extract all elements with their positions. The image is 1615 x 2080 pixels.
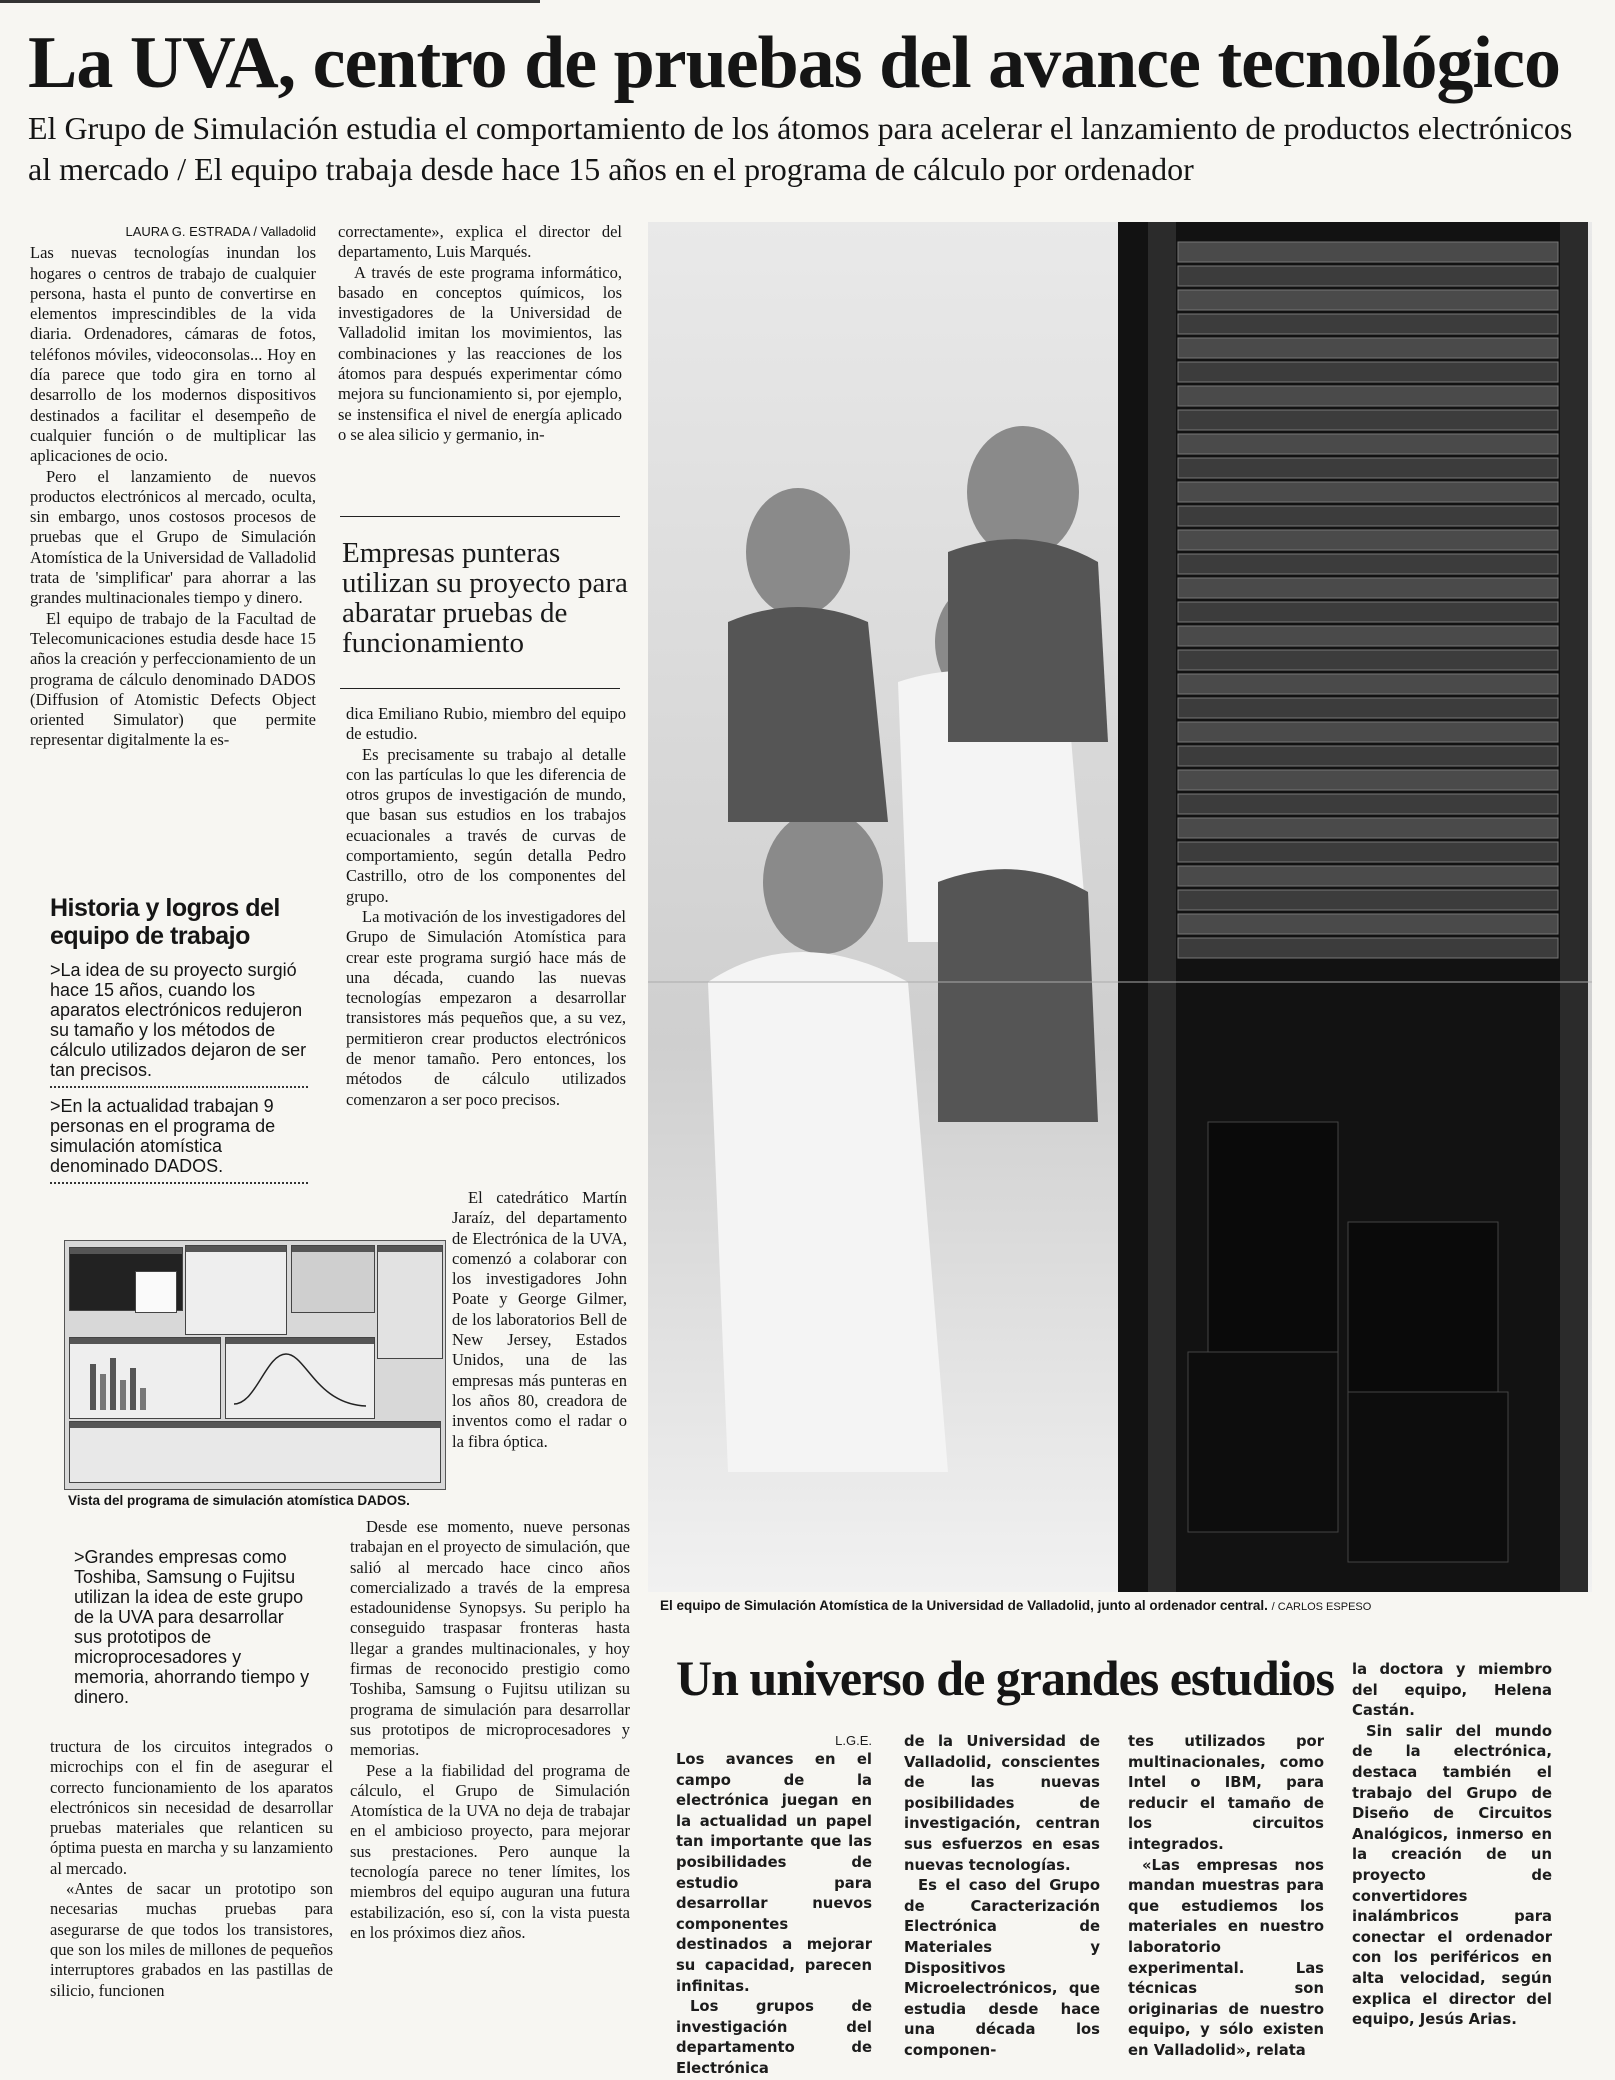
article-column-2-middle	[346, 704, 626, 1110]
server-unit	[1178, 914, 1558, 934]
server-unit	[1178, 338, 1558, 358]
server-unit	[1178, 458, 1558, 478]
screenshot-window	[135, 1271, 177, 1313]
sidebar-title: Historia y logros del equipo de trabajo	[50, 894, 280, 950]
server-unit	[1178, 530, 1558, 550]
second-story-column-d	[1352, 1660, 1552, 2031]
pullquote-rule	[340, 516, 620, 517]
server-unit	[1178, 410, 1558, 430]
byline: LAURA G. ESTRADA / Valladolid	[125, 224, 316, 239]
paragraph: «Las empresas nos mandan muestras para que estudiemos los materiales en nuestro laboratorio experimental. Las técnicas son originarias de nuestro equipo, y sólo existen en Valladolid», relata	[1128, 1856, 1324, 2059]
server-unit	[1178, 746, 1558, 766]
second-story-column-a	[676, 1732, 872, 2080]
software-screenshot	[64, 1240, 446, 1490]
server-unit	[1178, 770, 1558, 790]
photo-illustration	[648, 222, 1592, 1592]
paragraph: la doctora y miembro del equipo, Helena Castán.	[1352, 1661, 1552, 1720]
photo-caption	[660, 1598, 1560, 1613]
server-unit	[1178, 602, 1558, 622]
screenshot-window	[69, 1337, 221, 1419]
paragraph: Sin salir del mundo de la electrónica, destaca también el trabajo del Grupo de Diseño de Circuitos Analógicos, inmerso en la creación de un proyecto de convertidores inalámbricos para conectar el ordenador con los periféricos en alta velocidad, según explica el director del equipo, Jesús Arias.	[1352, 1722, 1552, 2029]
article-column-1	[30, 222, 316, 751]
screenshot-window	[377, 1245, 443, 1359]
server-unit	[1178, 362, 1558, 382]
server-unit	[1178, 266, 1558, 286]
server-unit	[1178, 506, 1558, 526]
second-story-headline: Un universo de grandes estudios	[676, 1650, 1334, 1706]
curve-thumbnail	[226, 1344, 372, 1416]
photo-credit: / CARLOS ESPESO	[1271, 1601, 1372, 1613]
paragraph: Pese a la fiabilidad del programa de cálculo, el Grupo de Simulación Atomística de la UVA no deja de trabajar en el ambicioso proyecto, para mejorar sus prestaciones. Pero aunque la tecnología parece no tener límites, los miembros del equipo auguran una futura estabilización, eso sí, con la vista puesta en los próximos diez años.	[350, 1760, 630, 1942]
paragraph: El equipo de trabajo de la Facultad de Telecomunicaciones estudia desde hace 15 años la creación y perfeccionamiento de un programa de cálculo denominado DADOS (Diffusion of Atomistic Defects Object oriented Simulator) que permite representar digitalmente la es-	[30, 608, 316, 750]
sidebar-item-text: >Grandes empresas como Toshiba, Samsung o Fujitsu utilizan la idea de este grupo de la UVA para desarrollar sus prototipos de microprocesadores y memoria, ahorrando tiempo y dinero.	[74, 1547, 310, 1707]
paragraph: La motivación de los investigadores del Grupo de Simulación Atomística para crear este programa surgió hace más de una década, cuando las nuevas tecnologías empezaron a desarrollar transistores más pequeños que, a su vez, permitieron crear productos electrónicos de menor tamaño. Pero entonces, los métodos de cálculo utilizados comenzaron a ser poco precisos.	[346, 906, 626, 1109]
figure-caption: Vista del programa de simulación atomística DADOS.	[68, 1493, 410, 1508]
server-unit	[1178, 290, 1558, 310]
server-unit	[1178, 554, 1558, 574]
server-unit	[1178, 242, 1558, 262]
sidebar-item-text: >En la actualidad trabajan 9 personas en el programa de simulación atomística denominado DADOS.	[50, 1096, 276, 1176]
server-unit	[1178, 722, 1558, 742]
screenshot-window	[225, 1337, 375, 1419]
server-unit	[1178, 866, 1558, 886]
paragraph: A través de este programa informático, basado en conceptos químicos, los investigadores de la Universidad de Valladolid imitan los movimientos, las combinaciones y las reacciones de los átomos para después experimentar cómo mejora su funcionamiento si, por ejemplo, se instensifica el nivel de energía aplicado o se alea silicio y germanio, in-	[338, 262, 622, 444]
server-unit	[1178, 578, 1558, 598]
paragraph: Los grupos de investigación del departamento de Electrónica	[676, 1998, 872, 2077]
server-unit	[1178, 794, 1558, 814]
paragraph: correctamente», explica el director del departamento, Luis Marqués.	[338, 222, 622, 262]
pull-quote: Empresas punteras utilizan su proyecto para abaratar pruebas de funcionamiento	[342, 537, 628, 659]
sidebar-item	[50, 960, 308, 1080]
paragraph: Desde ese momento, nueve personas trabajan en el proyecto de simulación, que salió al mercado hace cinco años comercializado a través de la empresa estadounidense Synopsys. Su periplo ha conseguido traspasar fronteras hasta llegar a grandes multinacionales, y hoy firmas de reconocido prestigio como Toshiba, Samsung o Fujitsu utilizan su programa de simulación para desarrollar sus prototipos de microprocesadores y memorias.	[350, 1517, 630, 1760]
paragraph: tes utilizados por multinacionales, como Intel o IBM, para reducir el tamaño de los circuitos integrados.	[1128, 1733, 1324, 1853]
team-photo	[648, 222, 1592, 1592]
top-rule	[0, 0, 540, 3]
paragraph: El catedrático Martín Jaraíz, del departamento de Electrónica de la UVA, comenzó a colaborar con los investigadores John Poate y George Gilmer, de los laboratorios Bell de New Jersey, Estados Unidos, una de las empresas más punteras en los años 80, creadora de inventos como el radar o la fibra óptica.	[452, 1188, 627, 1451]
server-unit	[1178, 674, 1558, 694]
sidebar-item	[74, 1547, 314, 1707]
paragraph: de la Universidad de Valladolid, conscientes de las nuevas posibilidades de investigación, centran sus esfuerzos en esas nuevas tecnologías.	[904, 1733, 1100, 1874]
article-column-2-bottom	[350, 1517, 630, 1943]
paragraph: tructura de los circuitos integrados o microchips con el fin de asegurar el correcto funcionamiento de los aparatos electrónicos sin necesidad de desarrollar pruebas materiales que relanticen su óptima puesta en marcha y su lanzamiento al mercado.	[50, 1737, 333, 1878]
paragraph: «Antes de sacar un prototipo son necesarias muchas pruebas para asegurarse de que todos los transistores, que son los miles de millones de pequeños interruptores grabados en las pastillas de silicio, funcionen	[50, 1879, 333, 2000]
server-unit	[1178, 482, 1558, 502]
chart-thumbnail	[70, 1344, 218, 1416]
screenshot-window	[185, 1245, 287, 1335]
dotted-divider	[50, 1182, 308, 1184]
server-unit	[1178, 314, 1558, 334]
article-column-2	[338, 222, 622, 445]
second-story-column-c	[1128, 1732, 1324, 2062]
paragraph: Pero el lanzamiento de nuevos productos electrónicos al mercado, oculta, sin embargo, unos costosos procesos de pruebas que el Grupo de Simulación Atomística de la Universidad de Valladolid trata de 'simplificar' para ahorrar a las grandes multinacionales tiempo y dinero.	[30, 466, 316, 608]
sidebar-item-text: >La idea de su proyecto surgió hace 15 años, cuando los aparatos electrónicos redujeron su tamaño y los métodos de cálculo utilizados dejaron de ser tan precisos.	[50, 960, 307, 1080]
sidebar-box	[50, 894, 308, 1184]
article-column-2-narrow	[452, 1188, 627, 1452]
server-unit	[1178, 698, 1558, 718]
server-unit	[1178, 386, 1558, 406]
paragraph: dica Emiliano Rubio, miembro del equipo de estudio.	[346, 704, 626, 744]
caption-text: El equipo de Simulación Atomística de la Universidad de Valladolid, junto al ordenador central.	[660, 1598, 1268, 1613]
article-column-1-bottom	[50, 1737, 333, 2001]
paragraph: Los avances en el campo de la electrónica juegan en la actualidad un papel tan importante que las posibilidades de estudio para desarrollar nuevos componentes destinados a mejorar su capacidad, parecen infinitas.	[676, 1751, 872, 1995]
screenshot-window	[291, 1245, 375, 1313]
server-unit	[1178, 938, 1558, 958]
second-story-byline: L.G.E.	[835, 1733, 872, 1748]
headline: La UVA, centro de pruebas del avance tecnológico	[28, 22, 1560, 104]
dotted-divider	[50, 1086, 308, 1088]
server-unit	[1178, 818, 1558, 838]
sidebar-item	[50, 1096, 308, 1176]
second-story-column-b	[904, 1732, 1100, 2062]
paragraph: Las nuevas tecnologías inundan los hogares o centros de trabajo de cualquier persona, hasta el punto de convertirse en elementos imprescindibles de la vida diaria. Ordenadores, cámaras de fotos, teléfonos móviles, videoconsolas... Hoy en día parece que todo gira en torno al desarrollo de los modernos dispositivos destinados a facilitar el desempeño de cualquier función o de multiplicar las aplicaciones de ocio.	[30, 243, 316, 466]
server-unit	[1178, 842, 1558, 862]
server-unit	[1178, 626, 1558, 646]
server-unit	[1178, 650, 1558, 670]
screenshot-window	[69, 1421, 441, 1483]
paragraph: Es precisamente su trabajo al detalle con las partículas lo que les diferencia de otros grupos de investigación de mundo, que basan sus estudios en los trabajos ecuacionales a través de curvas de comportamiento, según detalla Pedro Castrillo, otro de los componentes del grupo.	[346, 744, 626, 906]
paragraph: Es el caso del Grupo de Caracterización Electrónica de Materiales y Dispositivos Microelectrónicos, que estudia desde hace una década los componen-	[904, 1877, 1100, 2059]
server-unit	[1178, 890, 1558, 910]
server-unit	[1178, 434, 1558, 454]
pullquote-rule	[340, 688, 620, 689]
subheadline: El Grupo de Simulación estudia el comportamiento de los átomos para acelerar el lanzamiento de productos electrónicos al mercado / El equipo trabaja desde hace 15 años en el programa de cálculo por ordenador	[28, 110, 1573, 187]
